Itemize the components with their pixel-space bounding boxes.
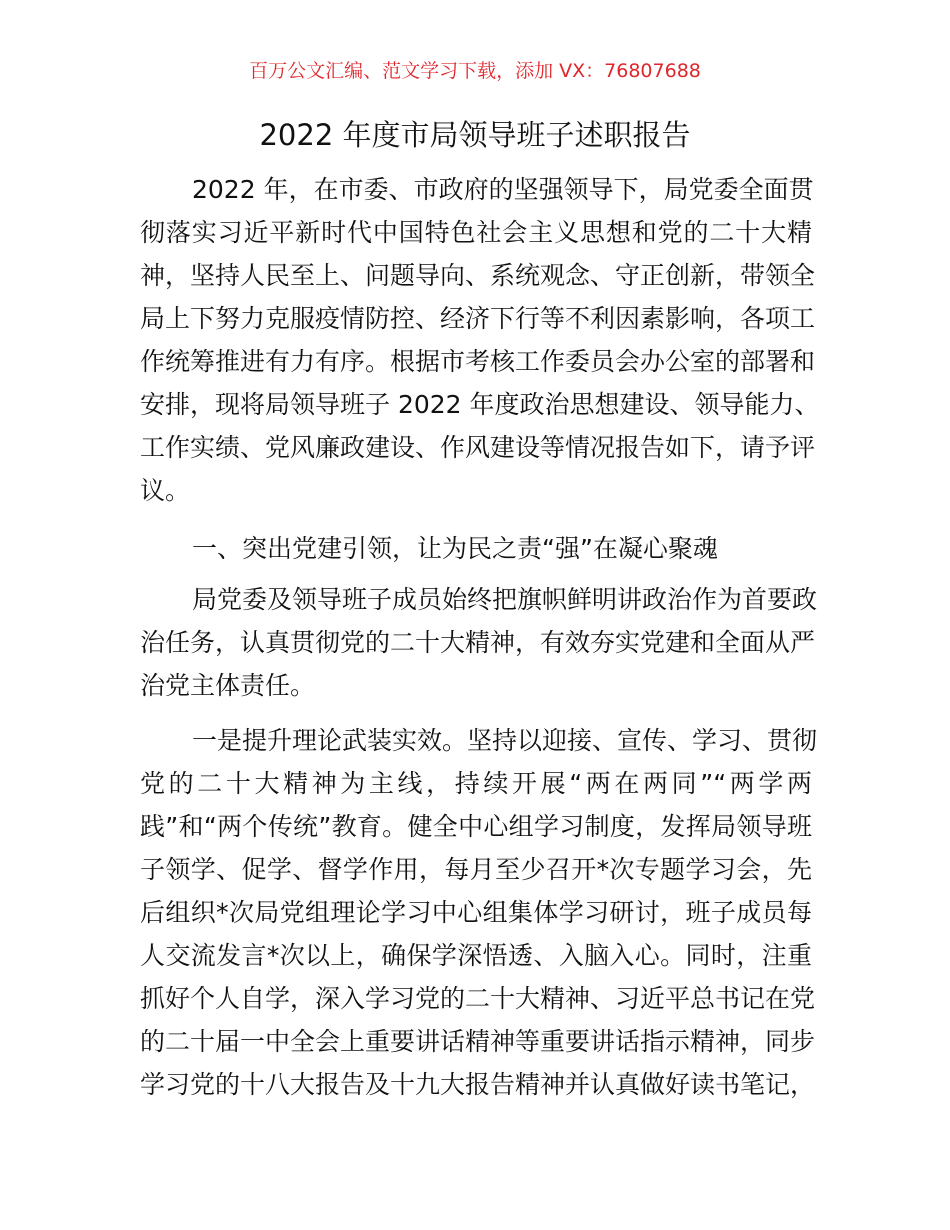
section-heading-1	[140, 527, 812, 570]
text-line: 2022 年，在市委、市政府的坚强领导下，局党委全面贯	[192, 175, 814, 204]
text-line: 党的二十大精神为主线，持续开展“两在两同”“两学两	[140, 769, 812, 798]
text-line: 治党主体责任。	[140, 671, 316, 700]
paragraph-party-building	[140, 578, 818, 707]
text-line: 学习党的十八大报告及十九大报告精神并认真做好读书笔记，	[140, 1070, 816, 1099]
text-line: 彻落实习近平新时代中国特色社会主义思想和党的二十大精	[140, 218, 812, 247]
text-line: 治任务，认真贯彻党的二十大精神，有效夯实党建和全面从严	[140, 628, 816, 657]
text-line: 的二十届一中全会上重要讲话精神等重要讲话指示精神，同步	[140, 1027, 816, 1056]
watermark-banner: 百万公文汇编、范文学习下载，添加 VX：76807688	[249, 60, 701, 82]
text-line: 后组织*次局党组理论学习中心组集体学习研讨，班子成员每	[140, 898, 812, 927]
text-line: 子领学、促学、督学作用，每月至少召开*次专题学习会，先	[140, 855, 812, 884]
text-line: 安排，现将局领导班子 2022 年度政治思想建设、领导能力、	[140, 390, 820, 419]
paragraph-intro	[140, 168, 820, 512]
text-line: 工作实绩、党风廉政建设、作风建设等情况报告如下，请予评	[140, 433, 816, 462]
text-line: 局上下努力克服疫情防控、经济下行等不利因素影响，各项工	[140, 304, 816, 333]
text-line: 践”和“两个传统”教育。健全中心组学习制度，发挥局领导班	[140, 812, 812, 841]
text-line: 议。	[140, 476, 191, 505]
paragraph-theory-study	[140, 719, 818, 1106]
text-line: 神，坚持人民至上、问题导向、系统观念、守正创新，带领全	[140, 261, 816, 290]
document-title: 2022 年度市局领导班子述职报告	[259, 118, 691, 152]
text-line: 人交流发言*次以上，确保学深悟透、入脑入心。同时，注重	[140, 941, 812, 970]
text-line: 抓好个人自学，深入学习党的二十大精神、习近平总书记在党	[140, 984, 816, 1013]
text-line: 作统筹推进有力有序。根据市考核工作委员会办公室的部署和	[140, 347, 816, 376]
text-line: 一、突出党建引领，让为民之责“强”在凝心聚魂	[192, 534, 718, 563]
text-line: 局党委及领导班子成员始终把旗帜鲜明讲政治作为首要政	[192, 585, 818, 614]
text-line: 一是提升理论武装实效。坚持以迎接、宣传、学习、贯彻	[192, 726, 818, 755]
